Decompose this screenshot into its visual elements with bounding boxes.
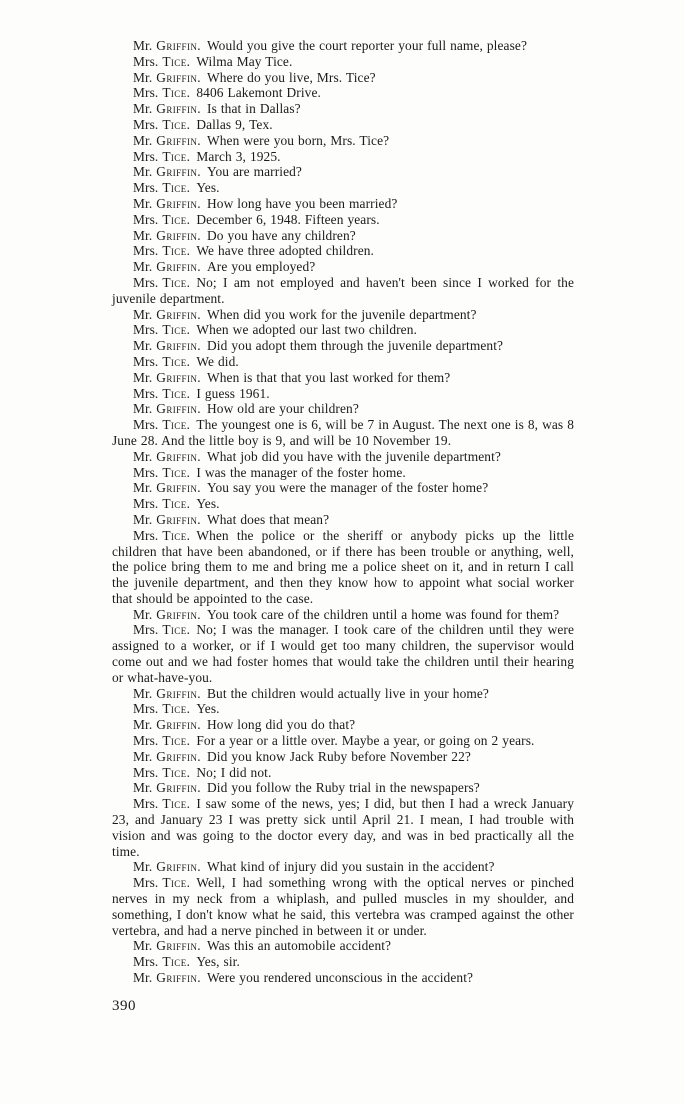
dialogue-line xyxy=(112,101,574,117)
speaker-title: Mr. xyxy=(133,511,153,527)
speaker-title: Mrs. xyxy=(133,417,159,433)
dialogue-line xyxy=(112,417,574,449)
speaker-surname: Griffin. xyxy=(156,606,202,622)
utterance-text: Yes, sir. xyxy=(196,954,240,970)
utterance-text: We have three adopted children. xyxy=(196,243,375,259)
speaker-title: Mrs. xyxy=(133,733,159,749)
speaker-title: Mrs. xyxy=(133,764,159,780)
speaker-title: Mrs. xyxy=(133,85,159,101)
speaker-surname: Tice. xyxy=(162,701,191,717)
speaker-surname: Griffin. xyxy=(156,685,202,701)
utterance-text: But the children would actually live in your home? xyxy=(207,685,489,701)
speaker-title: Mr. xyxy=(133,717,153,733)
speaker-title: Mrs. xyxy=(133,353,159,369)
speaker-title: Mr. xyxy=(133,306,153,322)
speaker-title: Mrs. xyxy=(133,243,159,259)
speaker-surname: Tice. xyxy=(162,116,191,132)
utterance-text: Yes. xyxy=(196,701,220,717)
dialogue-line xyxy=(112,480,574,496)
utterance-text: How long have you been married? xyxy=(207,195,398,211)
utterance-text: The youngest one is 6, will be 7 in August. The next one is 8, was 8 June 28. And the little boy is 9, and will be 10 November 19. xyxy=(112,417,574,448)
utterance-text: What does that mean? xyxy=(207,511,330,527)
utterance-text: No; I did not. xyxy=(196,764,272,780)
speaker-title: Mrs. xyxy=(133,527,159,543)
speaker-surname: Griffin. xyxy=(156,401,202,417)
speaker-surname: Griffin. xyxy=(156,132,202,148)
dialogue-line xyxy=(112,85,574,101)
dialogue-line xyxy=(112,780,574,796)
speaker-title: Mrs. xyxy=(133,116,159,132)
dialogue-line xyxy=(112,938,574,954)
dialogue-line xyxy=(112,686,574,702)
speaker-surname: Griffin. xyxy=(156,259,202,275)
utterance-text: You took care of the children until a home was found for them? xyxy=(207,606,560,622)
utterance-text: 8406 Lakemont Drive. xyxy=(196,85,321,101)
speaker-title: Mrs. xyxy=(133,496,159,512)
utterance-text: Yes. xyxy=(196,496,220,512)
dialogue-line xyxy=(112,701,574,717)
dialogue-line xyxy=(112,196,574,212)
speaker-surname: Griffin. xyxy=(156,369,202,385)
speaker-surname: Tice. xyxy=(162,211,191,227)
utterance-text: Wilma May Tice. xyxy=(196,53,293,69)
dialogue-line xyxy=(112,243,574,259)
utterance-text: Were you rendered unconscious in the accident? xyxy=(207,970,474,986)
utterance-text: No; I am not employed and haven't been since I worked for the juvenile department. xyxy=(112,274,574,306)
speaker-title: Mrs. xyxy=(133,180,159,196)
speaker-title: Mr. xyxy=(133,164,153,180)
dialogue-line xyxy=(112,954,574,970)
dialogue-line xyxy=(112,970,574,986)
dialogue-line xyxy=(112,370,574,386)
speaker-surname: Tice. xyxy=(162,733,191,749)
utterance-text: I saw some of the news, yes; I did, but then I had a wreck January 23, and January 23 I was pretty sick until April 21. I mean, I had trouble with vision and was going to the doctor every day, and was in bed practically all the time. xyxy=(112,796,574,859)
speaker-surname: Tice. xyxy=(162,243,191,259)
utterance-text: Did you follow the Ruby trial in the newspapers? xyxy=(207,780,480,796)
utterance-text: Yes. xyxy=(196,180,220,196)
utterance-text: Well, I had something wrong with the optical nerves or pinched nerves in my neck from a whiplash, and pulled muscles in my shoulder, and something, I don't know what he said, this vertebra was cramped against the other vertebra, and had a nerve pinched in between it or under. xyxy=(112,875,574,938)
speaker-title: Mr. xyxy=(133,938,153,954)
dialogue-line xyxy=(112,322,574,338)
dialogue-line xyxy=(112,228,574,244)
speaker-title: Mr. xyxy=(133,132,153,148)
speaker-surname: Tice. xyxy=(162,274,191,290)
utterance-text: Did you know Jack Ruby before November 22? xyxy=(207,748,471,764)
speaker-title: Mr. xyxy=(133,448,153,464)
speaker-surname: Griffin. xyxy=(156,306,202,322)
speaker-surname: Tice. xyxy=(162,527,191,543)
dialogue-line xyxy=(112,38,574,54)
utterance-text: When did you work for the juvenile department? xyxy=(207,306,477,322)
speaker-surname: Tice. xyxy=(162,622,191,638)
utterance-text: Did you adopt them through the juvenile department? xyxy=(207,338,504,354)
speaker-title: Mr. xyxy=(133,685,153,701)
speaker-surname: Tice. xyxy=(162,954,191,970)
utterance-text: How long did you do that? xyxy=(207,717,356,733)
speaker-title: Mr. xyxy=(133,338,153,354)
speaker-title: Mr. xyxy=(133,606,153,622)
speaker-title: Mrs. xyxy=(133,954,159,970)
speaker-title: Mrs. xyxy=(133,53,159,69)
utterance-text: When were you born, Mrs. Tice? xyxy=(207,132,390,148)
dialogue-line xyxy=(112,354,574,370)
speaker-surname: Griffin. xyxy=(156,780,202,796)
utterance-text: Would you give the court reporter your full name, please? xyxy=(207,38,527,53)
speaker-title: Mr. xyxy=(133,859,153,875)
utterance-text: We did. xyxy=(196,353,239,369)
speaker-title: Mrs. xyxy=(133,211,159,227)
dialogue-line xyxy=(112,117,574,133)
utterance-text: You say you were the manager of the foster home? xyxy=(207,480,489,496)
dialogue-line xyxy=(112,338,574,354)
utterance-text: Where do you live, Mrs. Tice? xyxy=(207,69,376,85)
dialogue-line xyxy=(112,607,574,623)
speaker-surname: Griffin. xyxy=(156,480,202,496)
speaker-surname: Griffin. xyxy=(156,38,202,53)
utterance-text: No; I was the manager. I took care of the children until they were assigned to a worker, or if I would get too many children, the supervisor would come out and we had foster homes that would take the children until their hearing or what-have-you. xyxy=(112,622,574,685)
speaker-surname: Tice. xyxy=(162,417,191,433)
utterance-text: When is that that you last worked for them? xyxy=(207,369,451,385)
speaker-surname: Tice. xyxy=(162,796,191,812)
speaker-title: Mrs. xyxy=(133,796,159,812)
dialogue-line xyxy=(112,765,574,781)
speaker-title: Mrs. xyxy=(133,385,159,401)
utterance-text: For a year or a little over. Maybe a year, or going on 2 years. xyxy=(196,733,535,749)
dialogue-line xyxy=(112,133,574,149)
speaker-surname: Tice. xyxy=(162,496,191,512)
speaker-surname: Griffin. xyxy=(156,717,202,733)
dialogue-line xyxy=(112,496,574,512)
dialogue-line xyxy=(112,149,574,165)
utterance-text: Do you have any children? xyxy=(207,227,356,243)
utterance-text: When we adopted our last two children. xyxy=(196,322,417,338)
speaker-title: Mr. xyxy=(133,748,153,764)
dialogue-line xyxy=(112,449,574,465)
speaker-surname: Griffin. xyxy=(156,338,202,354)
utterance-text: I was the manager of the foster home. xyxy=(196,464,406,480)
speaker-surname: Tice. xyxy=(162,464,191,480)
speaker-title: Mr. xyxy=(133,970,153,986)
utterance-text: I guess 1961. xyxy=(196,385,270,401)
dialogue-line xyxy=(112,54,574,70)
dialogue-line xyxy=(112,307,574,323)
speaker-title: Mr. xyxy=(133,227,153,243)
speaker-surname: Griffin. xyxy=(156,938,202,954)
speaker-title: Mr. xyxy=(133,780,153,796)
speaker-title: Mrs. xyxy=(133,274,159,290)
dialogue-line xyxy=(112,212,574,228)
speaker-surname: Griffin. xyxy=(156,511,202,527)
speaker-surname: Griffin. xyxy=(156,69,202,85)
speaker-title: Mr. xyxy=(133,101,153,117)
dialogue-line xyxy=(112,275,574,307)
dialogue-line xyxy=(112,622,574,685)
speaker-surname: Griffin. xyxy=(156,859,202,875)
speaker-title: Mrs. xyxy=(133,464,159,480)
speaker-surname: Griffin. xyxy=(156,164,202,180)
page-number: 390 xyxy=(112,998,136,1014)
utterance-text: December 6, 1948. Fifteen years. xyxy=(196,211,380,227)
speaker-title: Mrs. xyxy=(133,148,159,164)
speaker-title: Mr. xyxy=(133,38,153,53)
speaker-surname: Tice. xyxy=(162,85,191,101)
dialogue-line xyxy=(112,259,574,275)
dialogue-line xyxy=(112,164,574,180)
speaker-title: Mrs. xyxy=(133,875,159,891)
dialogue-line xyxy=(112,401,574,417)
speaker-surname: Tice. xyxy=(162,385,191,401)
dialogue-line xyxy=(112,465,574,481)
speaker-title: Mr. xyxy=(133,195,153,211)
speaker-surname: Griffin. xyxy=(156,101,202,117)
dialogue-line xyxy=(112,70,574,86)
speaker-title: Mr. xyxy=(133,69,153,85)
utterance-text: March 3, 1925. xyxy=(196,148,281,164)
utterance-text: Dallas 9, Tex. xyxy=(196,116,273,132)
speaker-surname: Tice. xyxy=(162,180,191,196)
speaker-surname: Tice. xyxy=(162,148,191,164)
utterance-text: How old are your children? xyxy=(207,401,359,417)
speaker-title: Mr. xyxy=(133,259,153,275)
speaker-surname: Griffin. xyxy=(156,748,202,764)
utterance-text: What kind of injury did you sustain in the accident? xyxy=(207,859,495,875)
dialogue-line xyxy=(112,512,574,528)
speaker-surname: Tice. xyxy=(162,53,191,69)
speaker-surname: Griffin. xyxy=(156,195,202,211)
utterance-text: When the police or the sheriff or anybody picks up the little children that have been abandoned, or if there has been trouble or anything, well, the police bring them to me and bring me a police sheet on it, and in return I call the juvenile department, and then they know how to appoint what social worker that should be appointed to the case. xyxy=(112,527,574,606)
transcript xyxy=(112,38,574,986)
dialogue-line xyxy=(112,528,574,607)
speaker-surname: Tice. xyxy=(162,764,191,780)
speaker-title: Mrs. xyxy=(133,622,159,638)
utterance-text: You are married? xyxy=(207,164,302,180)
speaker-surname: Griffin. xyxy=(156,227,202,243)
dialogue-line xyxy=(112,875,574,938)
utterance-text: Are you employed? xyxy=(207,259,316,275)
utterance-text: What job did you have with the juvenile department? xyxy=(207,448,501,464)
dialogue-line xyxy=(112,796,574,859)
speaker-surname: Tice. xyxy=(162,875,191,891)
speaker-title: Mrs. xyxy=(133,322,159,338)
speaker-surname: Griffin. xyxy=(156,970,202,986)
dialogue-line xyxy=(112,386,574,402)
speaker-surname: Tice. xyxy=(162,353,191,369)
dialogue-line xyxy=(112,749,574,765)
speaker-surname: Tice. xyxy=(162,322,191,338)
utterance-text: Was this an automobile accident? xyxy=(207,938,392,954)
utterance-text: Is that in Dallas? xyxy=(207,101,301,117)
speaker-surname: Griffin. xyxy=(156,448,202,464)
speaker-title: Mr. xyxy=(133,369,153,385)
dialogue-line xyxy=(112,859,574,875)
speaker-title: Mrs. xyxy=(133,701,159,717)
dialogue-line xyxy=(112,733,574,749)
dialogue-line xyxy=(112,717,574,733)
speaker-title: Mr. xyxy=(133,401,153,417)
dialogue-line xyxy=(112,180,574,196)
speaker-title: Mr. xyxy=(133,480,153,496)
